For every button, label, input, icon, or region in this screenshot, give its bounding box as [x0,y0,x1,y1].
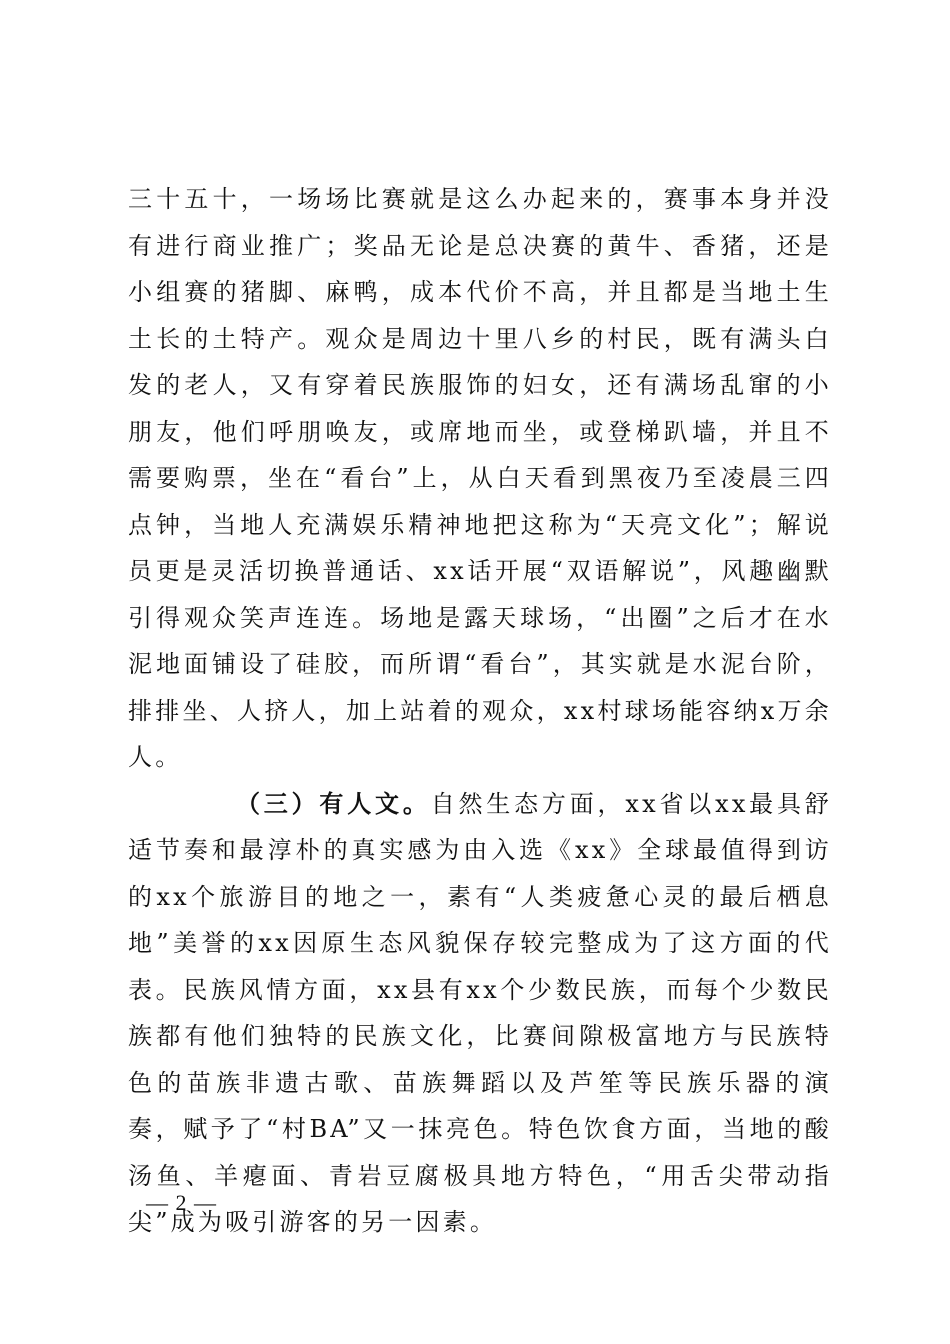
section-3-heading: （三）有人文。 [236,788,431,818]
paragraph-section-3 [128,781,832,1246]
section-3-body: 自然生态方面，xx省以xx最具舒适节奏和最淳朴的真实感为由入选《xx》全球最值得到访的xx个旅游目的地之一，素有“人类疲惫心灵的最后栖息地”美誉的xx因原生态风貌保存较完整成为了这方面的代表。民族风情方面，xx县有xx个少数民族，而每个少数民族都有他们独特的民族文化，比赛间隙极富地方与民族特色的苗族非遗古歌、苗族舞蹈以及芦笙等民族乐器的演奏，赋予了“村BA”又一抹亮色。特色饮食方面，当地的酸汤鱼、羊瘪面、青岩豆腐极具地方特色，“用舌尖带动指尖”成为吸引游客的另一因素。 [128,789,832,1236]
page-number: — 2 — [146,1190,217,1215]
document-body [128,176,832,1246]
paragraph-venue-audience: 三十五十，一场场比赛就是这么办起来的，赛事本身并没有进行商业推广；奖品无论是总决赛的黄牛、香猪，还是小组赛的猪脚、麻鸭，成本代价不高，并且都是当地土生土长的土特产。观众是周边十里八乡的村民，既有满头白发的老人，又有穿着民族服饰的妇女，还有满场乱窜的小朋友，他们呼朋唤友，或席地而坐，或登梯趴墙，并且不需要购票，坐在“看台”上，从白天看到黑夜乃至凌晨三四点钟，当地人充满娱乐精神地把这称为“天亮文化”；解说员更是灵活切换普通话、xx话开展“双语解说”，风趣幽默引得观众笑声连连。场地是露天球场，“出圈”之后才在水泥地面铺设了硅胶，而所谓“看台”，其实就是水泥台阶，排排坐、人挤人，加上站着的观众，xx村球场能容纳x万余人。 [128,185,832,771]
